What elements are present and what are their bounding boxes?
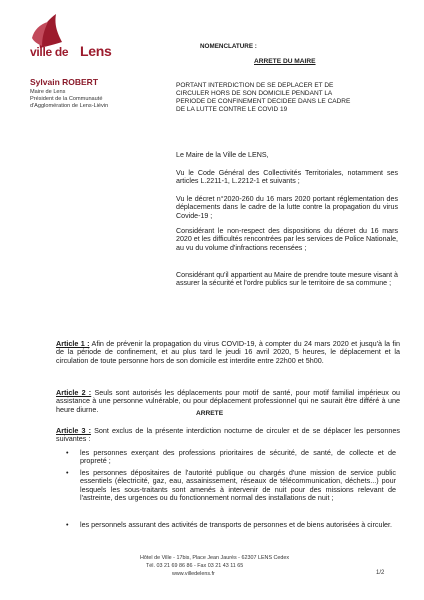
subject-line: PERIODE DE CONFINEMENT DECIDEE DANS LE CADRE [176, 98, 351, 105]
article-2 [56, 389, 400, 414]
preamble-vu-decret: Vu le décret n°2020-260 du 16 mars 2020 portant réglementation des déplacements dans le cadre de la lutte contre la propagation du virus Covide-19 ; [176, 195, 398, 220]
mayor-name: Sylvain ROBERT [30, 77, 99, 87]
article-3 [56, 427, 400, 444]
article-3-title: Article 3 : [56, 426, 91, 435]
subject-line: CIRCULER HORS DE SON DOMICILE PENDANT LA [176, 90, 333, 97]
list-item: • les personnels assurant des activités de transports de personnes et de biens autorisées à circuler. [66, 520, 393, 529]
article-1-title: Article 1 : [56, 339, 90, 348]
logo-text-lens: Lens [80, 43, 112, 59]
article-1 [56, 340, 400, 365]
ville-de-lens-logo [18, 8, 80, 70]
preamble-considerant-1: Considérant le non-respect des dispositions du décret du 16 mars 2020 et les difficultés rencontrées par les services de Police Nationale, au vu du volume d'infractions recensées ; [176, 227, 398, 252]
subject-line: PORTANT INTERDICTION DE SE DEPLACER ET DE [176, 82, 334, 89]
article-1-text: Afin de prévenir la propagation du virus COVID-19, à compter du 24 mars 2020 et jusqu'à la fin de la période de confinement, et au plus tard le jeudi 16 avril 2020, 5 heures, le déplacement et la circulation de toute personne hors de son domicile est interdite entre 22h00 et 5h00. [56, 339, 400, 365]
mayor-title-agglomeration: d'Agglomération de Lens-Liévin [30, 103, 109, 109]
page-number: 1/2 [376, 570, 385, 576]
preamble-considerant-2: Considérant qu'il appartient au Maire de prendre toute mesure visant à assurer la sécurité et l'ordre publics sur le territoire de sa commune ; [176, 271, 398, 288]
list-item: • les personnes dépositaires de l'autorité publique ou chargés d'une mission de service public essentiels (électricité, gaz, eau, assainissement, réseaux de télécommunication, déchets...) pour lesquels les sous-traitants sont amenés à intervenir de nuit pour des missions relevant de l'astreinte, des urgences ou du fonctionnement normal des installations de nuit ; [66, 468, 396, 502]
nomenclature-label: NOMENCLATURE : [200, 43, 257, 50]
article-3-text: Sont exclus de la présente interdiction nocturne de circuler et de se déplacer les personnes suivantes : [56, 426, 400, 444]
arrete-heading: ARRETE [196, 410, 224, 417]
list-item: • les personnes exerçant des professions prioritaires de sécurité, de santé, de collecte et de propreté ; [66, 448, 396, 466]
document-title: ARRETE DU MAIRE [254, 58, 316, 65]
bullet-icon: • [66, 468, 69, 477]
bullet-icon: • [66, 520, 69, 529]
footer-phone: Tél. 03 21 69 86 86 - Fax 03 21 43 11 65 [146, 563, 244, 569]
bullet-icon: • [66, 448, 69, 457]
footer-address: Hôtel de Ville - 17bis, Place Jean Jaurès - 62307 LENS Cedex [140, 555, 290, 561]
preamble-vu-cgct: Vu le Code Général des Collectivités Territoriales, notamment ses articles L.2211-1, L.2212-1 et suivants ; [176, 169, 398, 186]
article-2-title: Article 2 : [56, 388, 92, 397]
subject-line: DE LA LUTTE CONTRE LE COVID 19 [176, 106, 288, 113]
footer-website[interactable]: www.villedelens.fr [172, 571, 215, 577]
logo-text-ville-de: ville de [30, 45, 69, 59]
preamble-maire: Le Maire de la Ville de LENS, [176, 151, 269, 159]
mayor-title: Maire de Lens [30, 89, 66, 95]
mayor-title-president: Président de la Communauté [30, 96, 103, 102]
article-2-text: Seuls sont autorisés les déplacements pour motif de santé, pour motif familial impérieux ou assistance à une personne vulnérable, ou pour déplacement professionnel qui ne saurait être différé à une heure diurne. [56, 388, 401, 414]
